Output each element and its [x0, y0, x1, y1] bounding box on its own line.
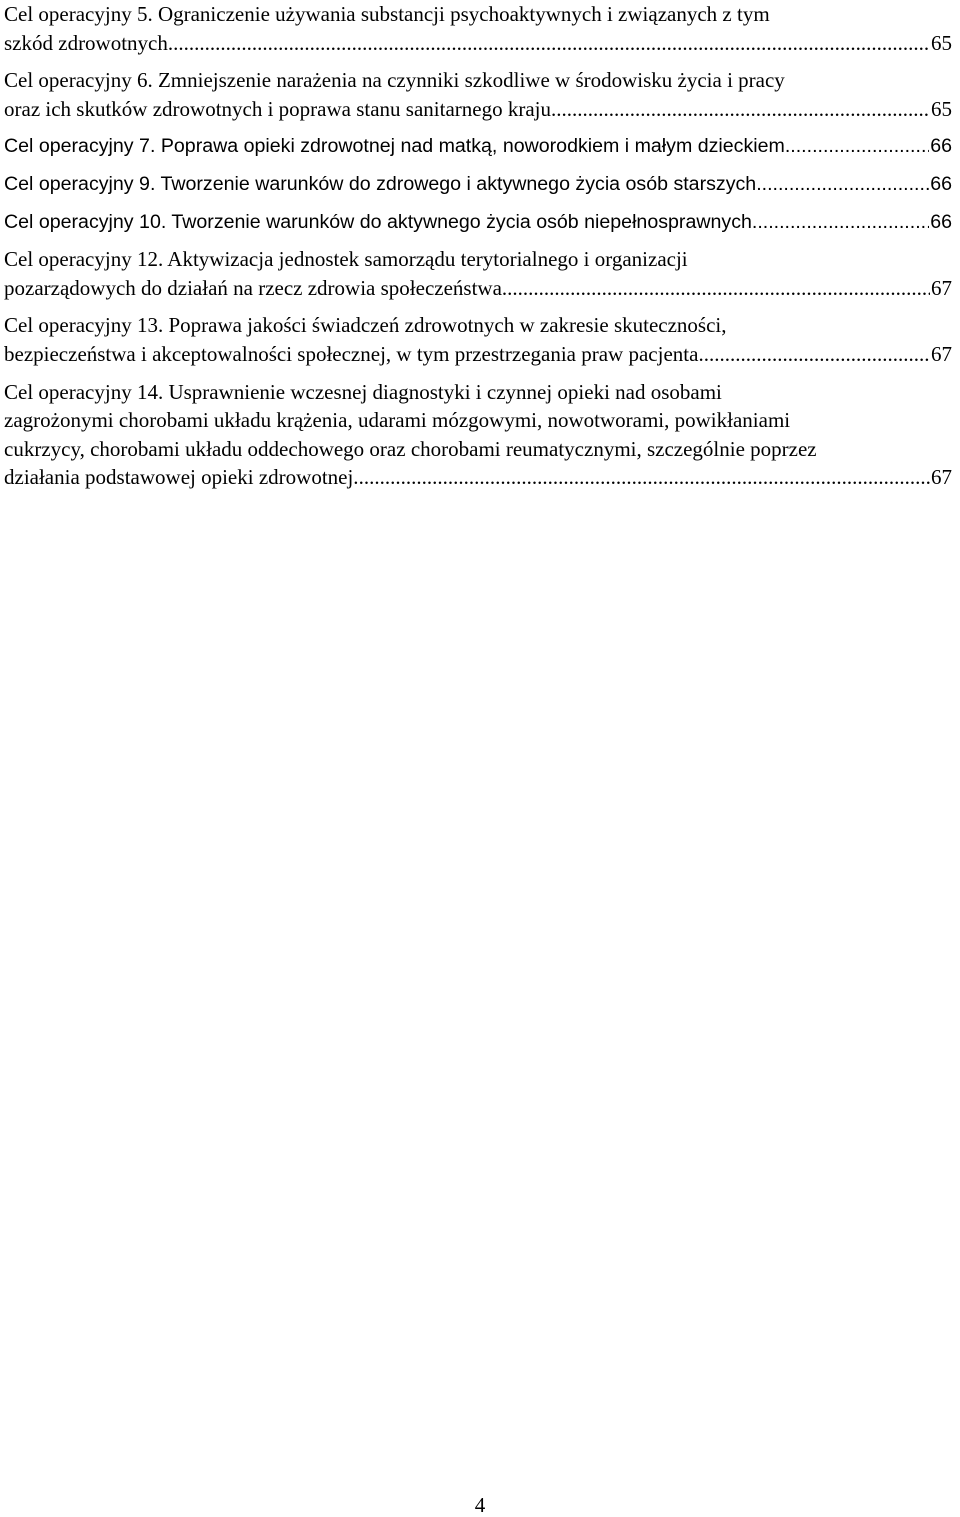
page-number: 4 — [474, 1493, 486, 1517]
toc-page-number: 65 — [931, 30, 952, 55]
toc-entry[interactable] — [4, 245, 952, 302]
dot-leader — [756, 170, 929, 199]
dot-leader — [785, 132, 929, 161]
toc-entry-text: Cel operacyjny 12. Aktywizacja jednostek samorządu terytorialnego i organizacji — [4, 247, 688, 272]
toc-page-number: 66 — [930, 135, 952, 158]
toc-page-number: 67 — [931, 341, 952, 366]
toc-entry-text: Cel operacyjny 5. Ograniczenie używania substancji psychoaktywnych i związanych z tym — [4, 2, 770, 26]
toc-page-number: 66 — [930, 210, 952, 233]
toc-entry-text: szkód zdrowotnych. — [4, 30, 174, 55]
toc-entry-text: Cel operacyjny 9. Tworzenie warunków do zdrowego i aktywnego życia osób starszych — [4, 172, 757, 195]
toc-entry-text: Cel operacyjny 6. Zmniejszenie narażenia na czynniki szkodliwe w środowisku życia i pracy — [4, 68, 785, 93]
toc-entry[interactable] — [4, 132, 952, 161]
dot-leader — [556, 95, 930, 124]
toc-entry[interactable] — [4, 311, 952, 368]
toc-page-number: 66 — [930, 172, 952, 195]
toc-entry[interactable] — [4, 208, 952, 237]
toc-entry-text: oraz ich skutków zdrowotnych i poprawa stanu sanitarnego kraju. — [4, 96, 557, 121]
toc-entry-text: Cel operacyjny 7. Poprawa opieki zdrowotnej nad matką, noworodkiem i małym dzieckiem — [4, 135, 785, 158]
dot-leader — [359, 463, 930, 492]
toc-page-number: 67 — [931, 275, 952, 300]
dot-leader — [757, 208, 929, 237]
toc-entry[interactable] — [4, 66, 952, 123]
toc-entry-text: Cel operacyjny 10. Tworzenie warunków do aktywnego życia osób niepełnosprawnych. — [4, 210, 758, 233]
toc-entry[interactable] — [4, 0, 952, 57]
toc-page-number: 67 — [931, 465, 952, 490]
toc-page-number: 65 — [931, 96, 952, 121]
toc-entry-text: Cel operacyjny 14. Usprawnienie wczesnej diagnostyki i czynnej opieki nad osobami — [4, 379, 722, 404]
toc-entry-text: bezpieczeństwa i akceptowalności społecznej, w tym przestrzegania praw pacjenta — [4, 341, 699, 366]
dot-leader — [173, 29, 930, 58]
toc-entry-text: zagrożonymi chorobami układu krążenia, udarami mózgowymi, nowotworami, powikłaniami — [4, 408, 791, 433]
toc-entry[interactable] — [4, 170, 952, 199]
toc-entry-text: pozarządowych do działań na rzecz zdrowia społeczeństwa. — [4, 275, 508, 300]
toc-entry-text: cukrzycy, chorobami układu oddechowego oraz chorobami reumatycznymi, szczególnie poprzez — [4, 436, 817, 461]
dot-leader — [698, 340, 930, 369]
table-of-contents — [4, 0, 952, 501]
toc-entry[interactable] — [4, 378, 952, 492]
toc-entry-text: Cel operacyjny 13. Poprawa jakości świadczeń zdrowotnych w zakresie skuteczności, — [4, 313, 727, 338]
toc-entry-text: działania podstawowej opieki zdrowotnej. — [4, 465, 359, 490]
dot-leader — [507, 274, 930, 303]
